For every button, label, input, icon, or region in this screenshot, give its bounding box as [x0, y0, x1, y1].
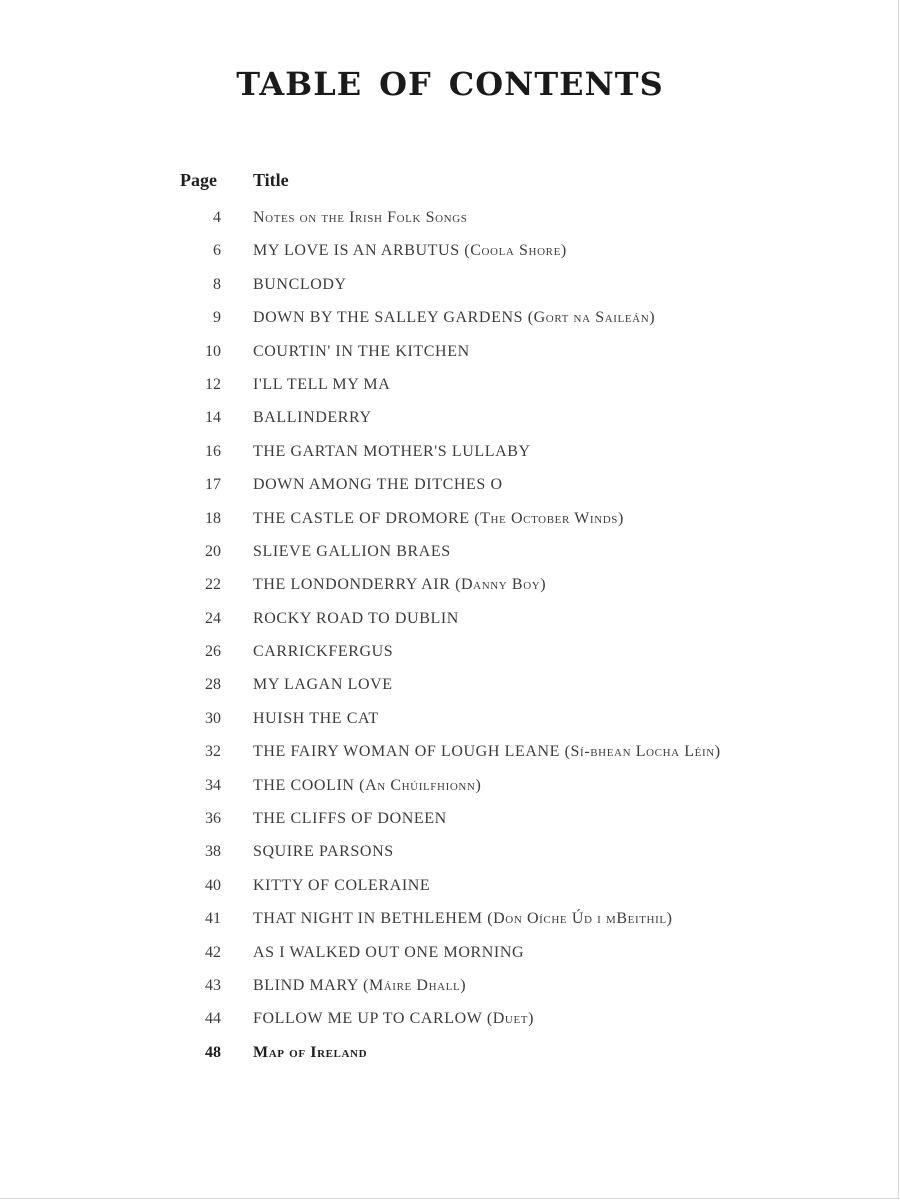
toc-entry[interactable]: [0, 940, 900, 973]
toc-entry-title: BUNCLODY: [253, 275, 347, 293]
toc-page-number: 16: [205, 442, 221, 460]
toc-entry-title: FOLLOW ME UP TO CARLOW (Duet): [253, 1010, 535, 1028]
header-page: Page: [180, 170, 217, 190]
toc-entry[interactable]: [0, 973, 900, 1006]
toc-entry-title: THE LONDONDERRY AIR (Danny Boy): [253, 576, 547, 594]
toc-entry[interactable]: [0, 672, 900, 705]
toc-page-number: 8: [213, 275, 221, 293]
toc-entry-title: COURTIN' IN THE KITCHEN: [253, 342, 470, 360]
toc-entry[interactable]: [0, 606, 900, 639]
toc-entry[interactable]: [0, 472, 900, 505]
toc-entry[interactable]: [0, 773, 900, 806]
toc-entry-title: THE CLIFFS OF DONEEN: [253, 810, 447, 828]
header-title: Title: [253, 170, 289, 190]
toc-entry[interactable]: [0, 1006, 900, 1039]
toc-page-number: 34: [205, 776, 221, 794]
toc-entry[interactable]: [0, 506, 900, 539]
toc-entry-title: MY LOVE IS AN ARBUTUS (Coola Shore): [253, 242, 567, 260]
toc-entry[interactable]: [0, 205, 900, 238]
toc-page-number: 41: [205, 910, 221, 928]
page-title: table of contents: [236, 52, 664, 106]
toc-page-number: 17: [205, 476, 221, 494]
toc-page-number: 14: [205, 409, 221, 427]
toc-entry-title: I'LL TELL MY MA: [253, 375, 391, 393]
toc-entry-title: AS I WALKED OUT ONE MORNING: [253, 943, 525, 961]
toc-entry[interactable]: [0, 839, 900, 872]
toc-entry-title: THAT NIGHT IN BETHLEHEM (Don Oíche Úd i mBeithil): [253, 910, 673, 928]
toc-entry-title: MY LAGAN LOVE: [253, 676, 393, 694]
toc-page-number: 22: [205, 576, 221, 594]
toc-page-number: 48: [205, 1043, 221, 1061]
toc-entry[interactable]: [0, 439, 900, 472]
toc-page-number: 36: [205, 810, 221, 828]
toc-page-number: 43: [205, 976, 221, 994]
toc-page-number: 20: [205, 542, 221, 560]
toc-page-number: 40: [205, 876, 221, 894]
toc-page-number: 10: [205, 342, 221, 360]
toc-entry-title: THE FAIRY WOMAN OF LOUGH LEANE (Sí-bhean Locha Léin): [253, 743, 721, 761]
toc-entry-title: DOWN BY THE SALLEY GARDENS (Gort na Saileán): [253, 309, 656, 327]
toc-page-number: 32: [205, 743, 221, 761]
toc-entry-title: CARRICKFERGUS: [253, 643, 394, 661]
toc-entry-title: ROCKY ROAD TO DUBLIN: [253, 609, 459, 627]
toc-entry[interactable]: [0, 305, 900, 338]
toc-page-number: 42: [205, 943, 221, 961]
toc-entry-title: BALLINDERRY: [253, 409, 372, 427]
toc-page-number: 18: [205, 509, 221, 527]
toc-page-number: 44: [205, 1010, 221, 1028]
toc-entry[interactable]: [0, 339, 900, 372]
toc-entry[interactable]: [0, 1040, 900, 1073]
toc-page-number: 38: [205, 843, 221, 861]
toc-page-number: 12: [205, 375, 221, 393]
toc-page-number: 26: [205, 643, 221, 661]
toc-entry-title: BLIND MARY (Máire Dhall): [253, 976, 467, 994]
toc-entry-title: Map of Ireland: [253, 1043, 368, 1061]
toc-entry[interactable]: [0, 739, 900, 772]
toc-entry-title: SQUIRE PARSONS: [253, 843, 394, 861]
toc-entry-title: SLIEVE GALLION BRAES: [253, 542, 451, 560]
toc-header-row: [0, 170, 900, 196]
toc-entry[interactable]: [0, 372, 900, 405]
toc-entry[interactable]: [0, 572, 900, 605]
toc-page-number: 28: [205, 676, 221, 694]
toc-entry[interactable]: [0, 639, 900, 672]
toc-entry[interactable]: [0, 238, 900, 271]
toc-entry[interactable]: [0, 272, 900, 305]
toc-page-number: 30: [205, 709, 221, 727]
toc-entry[interactable]: [0, 706, 900, 739]
toc-page-number: 9: [213, 309, 221, 327]
toc-entry-title: KITTY OF COLERAINE: [253, 876, 431, 894]
toc-entry[interactable]: [0, 873, 900, 906]
toc-entry-title: THE COOLIN (An Chúilfhionn): [253, 776, 482, 794]
toc-entry-title: THE GARTAN MOTHER'S LULLABY: [253, 442, 531, 460]
toc-list: [0, 205, 900, 1073]
toc-page-number: 4: [213, 209, 221, 226]
toc-entry-title: DOWN AMONG THE DITCHES O: [253, 476, 503, 494]
toc-page-number: 6: [213, 242, 221, 260]
toc-entry[interactable]: [0, 906, 900, 939]
toc-entry-title: THE CASTLE OF DROMORE (The October Winds): [253, 509, 624, 527]
toc-entry[interactable]: [0, 806, 900, 839]
toc-entry[interactable]: [0, 539, 900, 572]
toc-page-number: 24: [205, 609, 221, 627]
toc-entry-title: Notes on the Irish Folk Songs: [253, 209, 468, 226]
toc-entry-title: HUISH THE CAT: [253, 709, 379, 727]
toc-entry[interactable]: [0, 405, 900, 438]
